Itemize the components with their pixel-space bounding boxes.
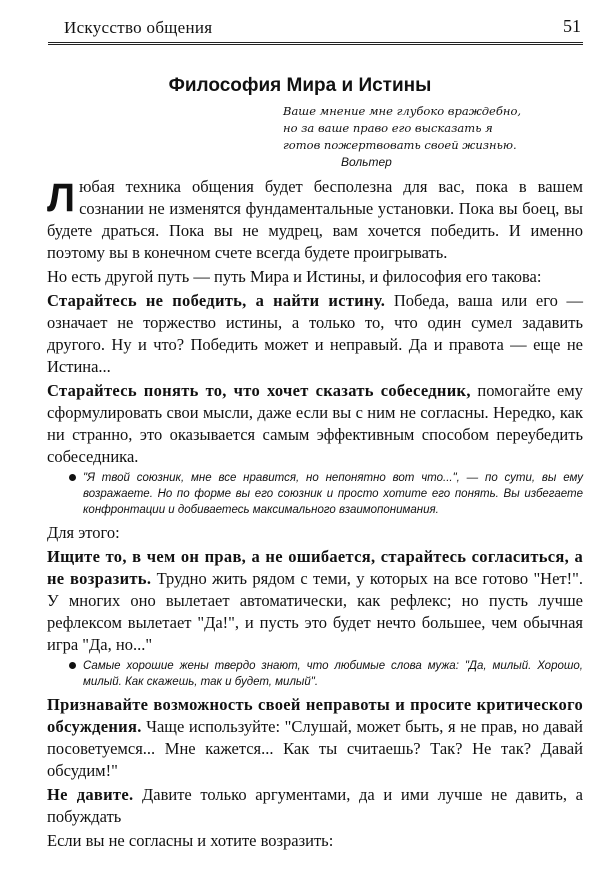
paragraph-lead: Старайтесь понять то, что хочет сказать собеседник,	[47, 381, 471, 400]
paragraph	[47, 266, 583, 288]
paragraph	[47, 830, 583, 852]
paragraph-text: Чаще используйте: "Слушай, может быть, я не прав, но давай посоветуемся... Мне кажется... Как ты считаешь? Так? Не так? Давай обсудим!"	[47, 717, 583, 780]
paragraph	[47, 176, 583, 264]
bullet-text: "Я твой союзник, мне все нравится, но непонятно вот что...", — по сути, вы ему возражаете. Но по форме вы его союзник и просто хотите его понять. Вы избегаете конфронтации и добиваетесь максимального взаимопонимания.	[83, 472, 583, 516]
bullet-icon	[69, 662, 76, 669]
paragraph-text: помогайте ему сформулировать свои мысли, даже если вы с ним не согласны. Нередко, как ни странно, это оказывается самым эффективным способом переубедить собеседника.	[47, 381, 583, 466]
epigraph-author: Вольтер	[341, 155, 392, 169]
bullet-text: Самые хорошие жены твердо знают, что любимые слова мужа: "Да, милый. Хорошо, милый. Как скажешь, так и будет, милый".	[83, 660, 583, 688]
running-title: Искусство общения	[64, 18, 213, 37]
epigraph-line: Ваше мнение мне глубоко враждебно,	[283, 104, 522, 118]
running-header	[48, 14, 583, 45]
paragraph-lead: Ищите то, в чем он прав, а не ошибается, старайтесь согласиться, а не возразить.	[47, 547, 583, 588]
paragraph-text: Для этого:	[47, 523, 120, 542]
page-number: 51	[563, 16, 581, 36]
paragraph-lead: Старайтесь не победить, а найти истину.	[47, 291, 386, 310]
paragraph-text: Трудно жить рядом с теми, у которых на все готово "Нет!". У многих оно вылетает автоматически, как рефлекс; но пусть лучше рефлексом вылетает "Да!", и пусть это будет нечто большее, чем обычная игра "Да, но..."	[47, 569, 583, 654]
section-title: Философия Мира и Истины	[168, 75, 432, 96]
paragraph	[47, 694, 583, 782]
bullet-icon	[69, 474, 76, 481]
drop-cap: Л	[47, 176, 76, 220]
paragraph	[47, 546, 583, 656]
body-text	[47, 176, 583, 854]
paragraph-lead: Не давите.	[47, 785, 134, 804]
paragraph-text: Если вы не согласны и хотите возразить:	[47, 831, 334, 850]
paragraph-lead: Признавайте возможность своей неправоты и просите критического обсуждения.	[47, 695, 583, 736]
paragraph	[47, 290, 583, 378]
epigraph	[283, 103, 583, 171]
paragraph	[47, 522, 583, 544]
paragraph-text: юбая техника общения будет бесполезна для вас, пока в вашем сознании не изменятся фундаментальные установки. Пока вы боец, вы будете драться. Пока вы не мудрец, вам хочется победить. И именно поэтому вы в конечном счете всегда будете проигрывать.	[47, 177, 583, 262]
epigraph-line: готов пожертвовать своей жизнью.	[283, 138, 517, 152]
bullet-note	[47, 658, 583, 690]
paragraph-text: Давите только аргументами, да и ими лучше не давить, а побуждать	[47, 785, 583, 826]
epigraph-line: но за ваше право его высказать я	[283, 121, 493, 135]
paragraph-text: Победа, ваша или его — означает не торжество истины, а только то, что один сумел задавить другого. Ну и что? Победить может и неправый. Да и правота — еще не Истина...	[47, 291, 583, 376]
paragraph	[47, 784, 583, 828]
paragraph-text: Но есть другой путь — путь Мира и Истины, и философия его такова:	[47, 267, 542, 286]
bullet-note	[47, 470, 583, 518]
paragraph	[47, 380, 583, 468]
